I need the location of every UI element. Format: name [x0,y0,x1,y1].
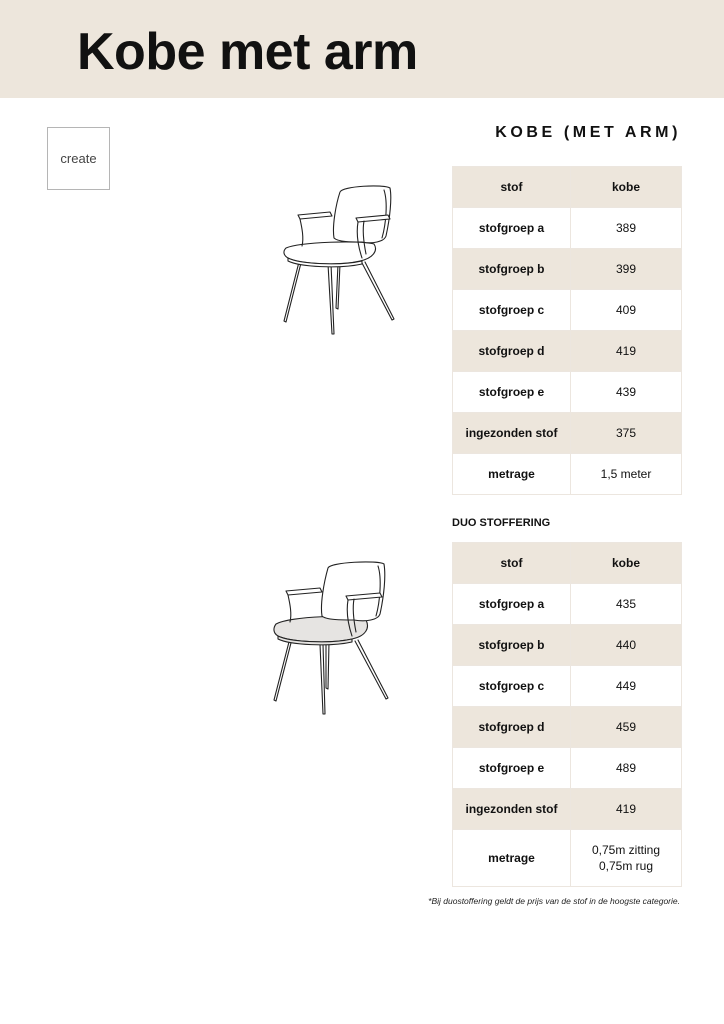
duo-stoffering-heading: DUO STOFFERING [452,517,551,529]
row-value-line: 0,75m zitting [591,843,661,857]
row-label: stofgroep e [453,372,571,413]
row-value: 489 [571,748,682,789]
row-value: 409 [571,290,682,331]
chair-illustration-duo [270,558,394,718]
header-cell-stof: stof [453,167,571,208]
row-label: metrage [453,830,571,887]
table-row [453,454,682,495]
row-value [571,830,682,887]
section-title: KOBE (MET ARM) [495,124,681,141]
table-row [453,290,682,331]
row-value: 440 [571,625,682,666]
table-row [453,331,682,372]
row-label: ingezonden stof [453,789,571,830]
row-value: 439 [571,372,682,413]
row-value: 459 [571,707,682,748]
brand-logo [47,127,110,190]
row-label: stofgroep c [453,666,571,707]
row-value-line: 0,75m rug [598,859,654,873]
table-row [453,666,682,707]
table-row [453,208,682,249]
table-row [453,413,682,454]
row-label: stofgroep e [453,748,571,789]
table-row [453,625,682,666]
table-row [453,372,682,413]
table-row [453,748,682,789]
row-value: 435 [571,584,682,625]
row-value: 375 [571,413,682,454]
row-value: 449 [571,666,682,707]
table-row [453,830,682,887]
page-title: Kobe met arm [77,23,418,81]
table-header-row [453,167,682,208]
row-label: stofgroep c [453,290,571,331]
chair-illustration-single [280,182,400,338]
header-cell-kobe: kobe [571,543,682,584]
row-label: stofgroep a [453,208,571,249]
row-label: stofgroep d [453,331,571,372]
page-header [0,0,724,98]
header-cell-stof: stof [453,543,571,584]
brand-logo-text: create [60,151,97,166]
table-row [453,584,682,625]
row-value: 1,5 meter [571,454,682,495]
table-row [453,707,682,748]
row-label: stofgroep a [453,584,571,625]
row-label: stofgroep b [453,249,571,290]
footnote: *Bij duostoffering geldt de prijs van de stof in de hoogste categorie. [428,896,680,906]
row-value: 419 [571,789,682,830]
row-label: stofgroep b [453,625,571,666]
row-label: ingezonden stof [453,413,571,454]
row-value: 389 [571,208,682,249]
row-value: 399 [571,249,682,290]
price-table-duo [452,542,682,887]
row-label: stofgroep d [453,707,571,748]
price-table-single [452,166,682,495]
table-header-row [453,543,682,584]
row-value: 419 [571,331,682,372]
table-row [453,249,682,290]
row-label: metrage [453,454,571,495]
table-row [453,789,682,830]
header-cell-kobe: kobe [571,167,682,208]
